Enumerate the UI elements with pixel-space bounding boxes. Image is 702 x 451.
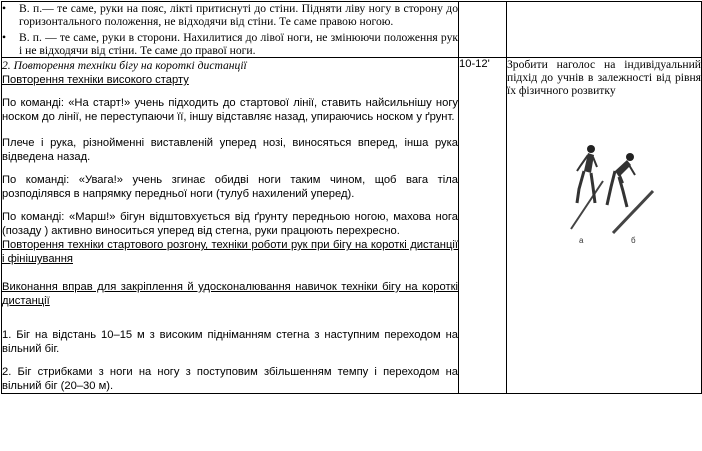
duration-cell-empty [459,2,507,58]
runner-figures-icon [557,137,657,247]
paragraph-attention: По команді: «Увага!» учень згинає обидві ноги таким чином, щоб вага тіла розподілявся в напрямку передньої ноги (тулуб нахилений уперед). [2,174,458,200]
duration-cell [459,58,507,394]
bullet-icon: • [2,2,7,15]
duration-value: 10-12' [459,58,490,70]
paragraph-on-your-marks: По команді: «На старт!» учень підходить до стартової лінії, ставить найсильнішу ногу носком до лінії, не переступаючи її, іншу відставляє назад, упираючись носком у ґрунт. [2,97,458,123]
list-item-text: В. п. — те саме, руки в сторони. Нахилитися до лівої ноги, не змінюючи положення рук і не відходячи від стіни. Те саме до правої ноги. [19,31,458,57]
subheading-high-start: Повторення техніки високого старту [2,74,189,86]
list-item-text: В. п.— те саме, руки на пояс, лікті притиснуті до стіни. Підняти ліву ногу в сторону до горизонтального положення, не відходячи від стіни. Те саме правою ногою. [19,2,458,28]
bullet-icon: • [2,31,7,44]
list-item [2,31,458,57]
table-row-running [2,58,702,394]
figure-label-b: б [631,236,636,245]
paragraph-shoulder-arm: Плече і рука, різнойменні виставленій уперед нозі, виносяться вперед, інша рука відведена назад. [2,137,458,163]
paragraph-march: По команді: «Марш!» бігун відштовхується від ґрунту передньою ногою, махова нога (позаду ) активно виноситься уперед від стегна, руки працюють перехресно. [2,211,458,237]
lesson-table [1,1,702,394]
section-title: 2. Повторення техніки бігу на короткі дистанції [2,59,247,72]
exercise-item-1: 1. Біг на відстань 10–15 м з високим підніманням стегна з наступним переходом на вільний біг. [2,329,458,355]
notes-cell [507,58,702,394]
high-start-illustration [557,137,657,247]
subheading-exercises: Виконання вправ для закріплення й удосконалювання навичок техніки бігу на короткі дистанції [2,281,458,307]
notes-cell-empty [507,2,702,58]
exercise-cell [2,2,459,58]
list-item [2,2,458,28]
figure-label-a: а [579,236,584,245]
exercise-item-2: 2. Біг стрибками з ноги на ногу з поступовим збільшенням темпу і переходом на вільний біг (20–30 м). [2,366,458,392]
exercise-cell [2,58,459,394]
subheading-start-acceleration: Повторення техніки стартового розгону, техніки роботи рук при бігу на короткі дистанції і фінішування [2,239,458,265]
table-row-warmup [2,2,702,58]
teacher-note: Зробити наголос на індивідуальний підхід до учнів в залежності від рівня їх фізичного розвитку [507,58,701,97]
